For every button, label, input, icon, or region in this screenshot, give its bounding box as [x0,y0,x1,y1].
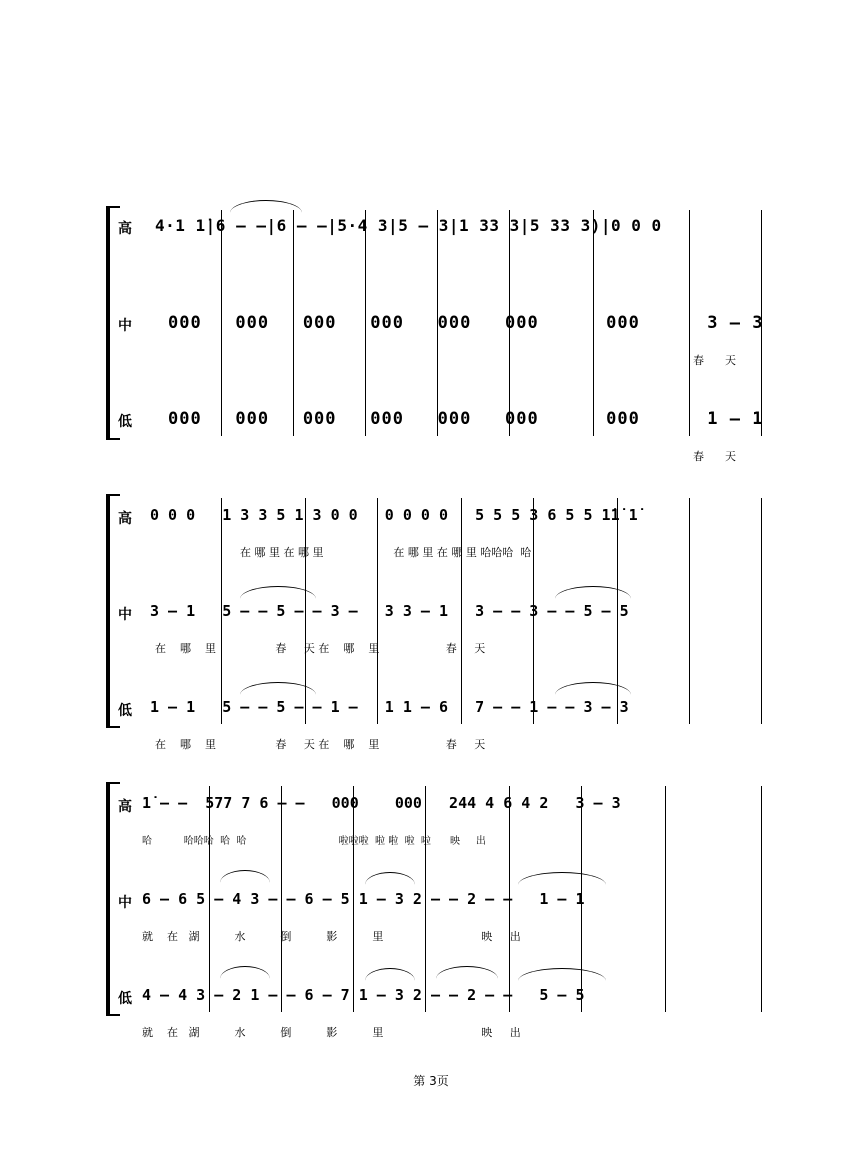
system-brace [106,784,110,1016]
brace-bottom-hook [106,1014,120,1016]
page-number: 第 3页 [413,1074,449,1088]
low-part-notes: 4 — 4 3 — 2 1 — — 6 — 7 1 — 3 2 — — 2 — — 5 — 5 [142,986,585,1004]
brace-top-hook [106,206,120,208]
brace-bottom-hook [106,438,120,440]
mid-part-lyrics: 在 哪 里 春 天 在 哪 里 春 天 [155,642,486,655]
part-label-high: 高 [118,799,132,815]
slur [555,682,631,695]
system-brace [106,496,110,728]
high-part-lyrics: 在 哪 里 在 哪 里 在 哪 里 在 哪 里 哈哈哈 哈 [240,546,532,559]
low-part-notes: 000 000 000 000 000 000 000 1 — 1 [168,409,764,429]
low-part-lyrics: 就 在 湖 水 倒 影 里 映 出 [142,1026,521,1039]
part-label-high: 高 [118,221,132,237]
part-label-high: 高 [118,511,132,527]
system-brace [106,208,110,440]
slur [220,966,270,979]
barline [689,498,690,724]
brace-bottom-hook [106,726,120,728]
slur [230,200,302,213]
brace-top-hook [106,494,120,496]
mid-part-lyrics: 就 在 湖 水 倒 影 里 映 出 [142,930,521,943]
slur [555,586,631,599]
slur [365,872,415,885]
mid-part-notes: 000 000 000 000 000 000 000 3 — 3 [168,313,764,333]
part-label-mid: 中 [118,607,132,623]
mid-part-notes: 6 — 6 5 — 4 3 — — 6 — 5 1 — 3 2 — — 2 — — 1 — 1 [142,890,585,908]
brace-top-hook [106,782,120,784]
slur [518,872,606,885]
part-label-low: 低 [118,414,132,430]
barline [761,498,762,724]
low-part-lyrics: 在 哪 里 春 天 在 哪 里 春 天 [155,738,486,751]
mid-part-lyrics: 春 天 [693,354,736,367]
slur [220,870,270,883]
barline [665,786,666,1012]
high-part-lyrics: 哈 哈哈哈 哈 哈 啦啦啦 啦 啦 啦 啦 映 出 [142,836,486,847]
part-label-mid: 中 [118,895,132,911]
part-label-low: 低 [118,703,132,719]
barline [761,786,762,1012]
high-part-notes: 0 0 0 1 3 3 5 1 3 0 0 0 0 0 0 5 5 5 3 6 5 5 1̇1̇ 1̇ [150,506,638,524]
high-part-notes: 1̇ — — 577 7 6 — — 000 000 244 4 6 4 2 3 — 3 [142,794,621,812]
part-label-low: 低 [118,991,132,1007]
high-part-notes: 4·1 1̇|6 — —|6 — —|5·4 3|5 — 3|1 33 3|5 33 3)|0 0 0 [155,216,662,235]
slur [365,968,415,981]
low-part-notes: 1 — 1 5 — — 5 — — 1 — 1 1 — 6 7 — — 1 — — 3 — 3 [150,698,629,716]
slur [436,966,498,979]
slur [518,968,606,981]
mid-part-notes: 3 — 1 5 — — 5 — — 3 — 3 3 — 1 3 — — 3 — — 5 — 5 [150,602,629,620]
low-part-lyrics: 春 天 [693,450,736,463]
part-label-mid: 中 [118,318,132,334]
